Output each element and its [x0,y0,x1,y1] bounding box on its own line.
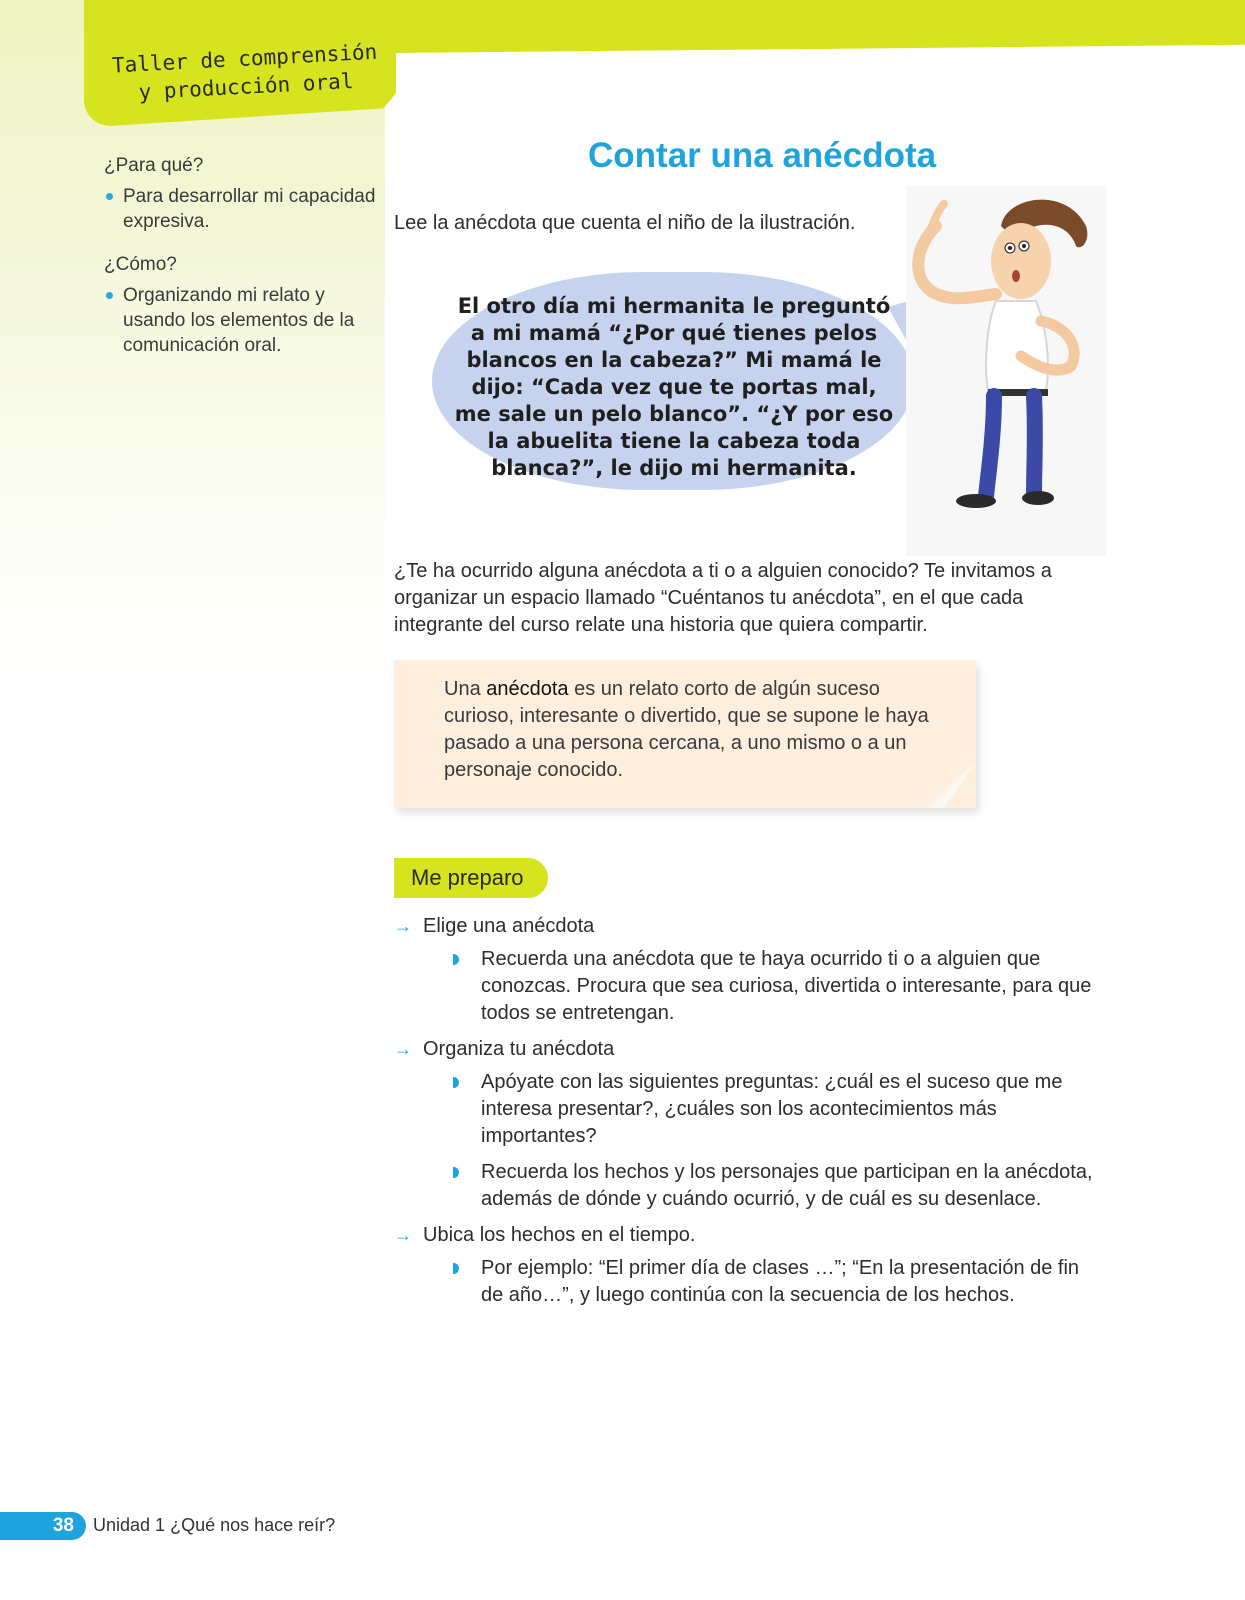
step-item [423,946,1094,1027]
definition-term: anécdota [486,678,569,700]
step-title: Elige una anécdota [423,915,595,937]
step-3 [394,1222,1094,1309]
page-number: 38 [0,1512,86,1540]
section-tab-line-1: Taller de comprensión [111,39,378,78]
page-title: Contar una anécdota [588,136,937,175]
sidebar-question-why: ¿Para qué? [104,155,204,176]
definition-text-end: es un relato corto de algún suceso curioso, interesante o divertido, que se supone le haya pasado a una persona cercana, a uno mismo o a un personaje conocido. [444,678,929,781]
definition-text [444,676,954,784]
bullet-icon [453,1077,459,1088]
sidebar-answer-why: Para desarrollar mi capacidad expresiva. [104,184,379,234]
intro-text: Lee la anécdota que cuenta el niño de la ilustración. [394,212,856,234]
arrow-right-icon: → [394,1225,412,1245]
step-2 [394,1036,1094,1213]
bullet-icon [453,1263,459,1274]
step-title: Organiza tu anécdota [423,1038,615,1060]
footer-unit [93,1515,335,1536]
sidebar-question-how: ¿Cómo? [104,254,177,275]
sidebar-list-how [104,283,379,358]
arrow-right-icon: → [394,1039,412,1059]
speech-bubble-text: El otro día mi hermanita le preguntó a mi mamá “¿Por qué tienes pelos blancos en la cabeza?” Mi mamá le dijo: “Cada vez que te portas mal, me sale un pelo blanco”. “¿Y por eso la abuelita tiene la cabeza toda blanca?”, le dijo mi hermanita. [454,294,894,480]
sidebar-list-why [104,184,379,234]
prep-steps [394,913,1094,1318]
step-item [423,1069,1094,1150]
me-preparo-label: Me preparo [394,858,548,898]
boy-illustration [906,186,1106,556]
step-item [423,1255,1094,1309]
section-tab-line-2: y producción oral [138,69,354,105]
step-item [423,1159,1094,1213]
step-item-text: Apóyate con las siguientes preguntas: ¿cuál es el suceso que me interesa presentar?, ¿cuáles son los acontecimientos más importantes? [481,1071,1063,1147]
step-1 [394,913,1094,1027]
footer-unit-title: ¿Qué nos hace reír? [170,1515,336,1535]
arrow-right-icon: → [394,916,412,936]
step-title: Ubica los hechos en el tiempo. [423,1224,696,1246]
bullet-icon [453,954,459,965]
step-item-text: Recuerda una anécdota que te haya ocurrido ti o a alguien que conozcas. Procura que sea curiosa, divertida o interesante, para que todos se entretengan. [481,948,1092,1024]
sidebar-answer-how: Organizando mi relato y usando los elementos de la comunicación oral. [104,283,379,358]
step-item-text: Recuerda los hechos y los personajes que participan en la anécdota, además de dónde y cuándo ocurrió, y de cuál es su desenlace. [481,1161,1093,1210]
footer-unit-label: Unidad 1 [93,1515,166,1535]
definition-text-start: Una [444,678,487,700]
invitation-paragraph: ¿Te ha ocurrido alguna anécdota a ti o a alguien conocido? Te invitamos a organizar un espacio llamado “Cuéntanos tu anécdota”, en el que cada integrante del curso relate una historia que quiera compartir. [394,560,1052,636]
sidebar [104,153,379,376]
step-item-text: Por ejemplo: “El primer día de clases …”; “En la presentación de fin de año…”, y luego continúa con la secuencia de los hechos. [481,1257,1080,1306]
bullet-icon [453,1167,459,1178]
